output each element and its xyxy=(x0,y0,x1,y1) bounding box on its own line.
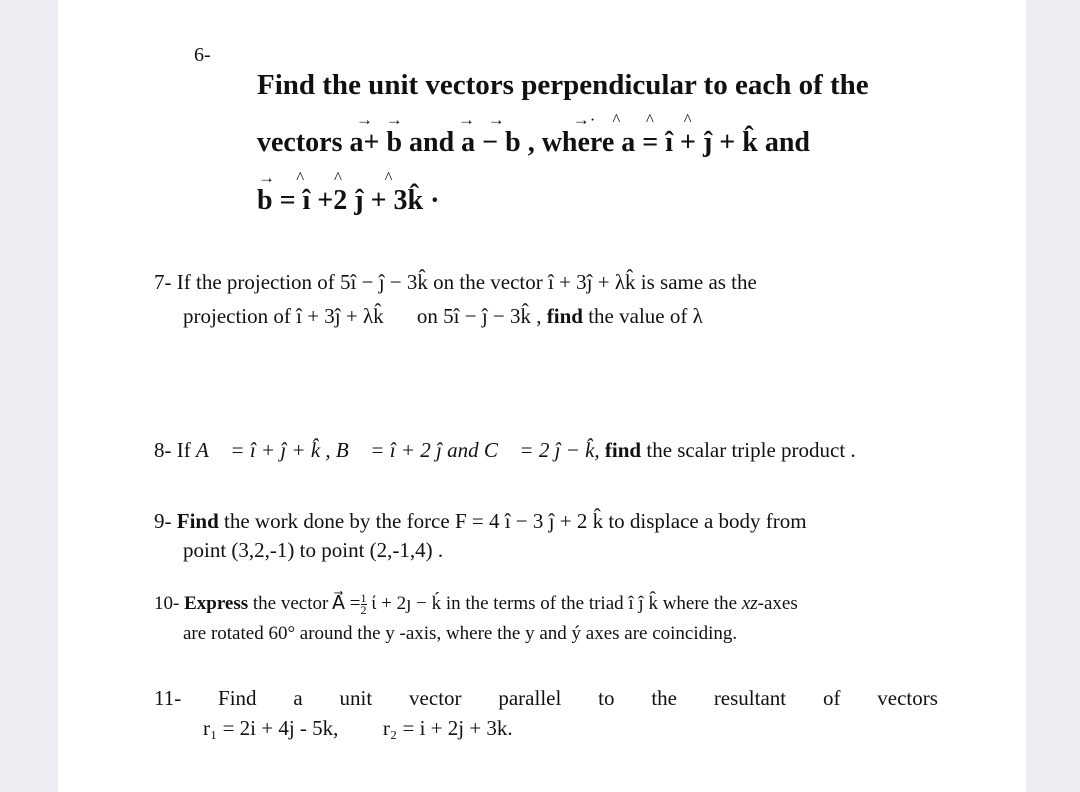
question-8-lead: 8- If xyxy=(154,438,191,462)
question-8-find-keyword: find xyxy=(604,438,642,462)
question-10-xz-label: xz xyxy=(741,593,758,614)
question-10-line-2: are rotated 60° around the y -axis, where the y and ý axes are coinciding. xyxy=(183,623,738,644)
question-11-word: resultant xyxy=(713,686,787,710)
question-6-line-1: Find the unit vectors perpendicular to each of the xyxy=(257,69,869,101)
question-10-line-1 xyxy=(154,592,798,616)
question-7-value-text: the value of λ xyxy=(588,304,703,328)
question-11-word: a xyxy=(293,686,303,710)
vector-arrows-decoration-2: → ^ ^ ^ xyxy=(258,168,393,187)
question-7-on-text: on 5î − ĵ − 3k̂ , xyxy=(416,304,542,328)
question-11-word: the xyxy=(651,686,677,710)
question-10-lead: 10- xyxy=(154,593,180,614)
question-10-axes-label: -axes xyxy=(757,593,798,614)
question-9-lead: 9- xyxy=(154,509,172,533)
question-6-line-3: b = î +2 ĵ + 3k̂ · xyxy=(257,185,440,216)
question-9-find-keyword: Find xyxy=(176,509,219,533)
question-8-expression: A⃗ = î + ĵ + k̂ , B⃗ = î + 2 ĵ and C⃗ = 2 ĵ − k̂, xyxy=(195,438,600,462)
one-half-fraction: $\frac{1}{2}$ xyxy=(360,591,367,618)
question-7-line-1: 7- If the projection of 5î − ĵ − 3k̂ on the vector î + 3ĵ + λk̂ is same as the xyxy=(154,270,757,294)
question-8 xyxy=(154,438,856,463)
question-11-word: unit xyxy=(339,686,373,710)
question-10-vector-text: the vector A⃗ = xyxy=(252,593,361,614)
question-11-word: Find xyxy=(218,686,257,710)
question-7-find-keyword: find xyxy=(546,304,583,328)
question-11-word: vectors xyxy=(877,686,938,710)
question-11-line-2 xyxy=(203,716,513,741)
question-10-triad-text: ί + 2ȷ − ḱ in the terms of the triad î ĵ k̂ where the xyxy=(371,593,738,614)
question-6-number: 6- xyxy=(194,44,211,66)
question-11-word: to xyxy=(598,686,615,710)
question-9-line-1 xyxy=(154,509,807,534)
question-10-express-keyword: Express xyxy=(184,593,249,614)
question-11-word: of xyxy=(822,686,841,710)
question-11-word: 11- xyxy=(154,686,182,710)
question-9-line-2: point (3,2,-1) to point (2,-1,4) . xyxy=(183,538,444,562)
question-8-rest: the scalar triple product . xyxy=(646,438,856,462)
question-11-word: vector xyxy=(409,686,462,710)
question-11-word: parallel xyxy=(498,686,562,710)
question-11-r1: r₁ = 2i + 4j - 5k, xyxy=(203,716,339,740)
question-11-line-1 xyxy=(154,686,938,711)
question-6-line-2: vectors a+ b and a − b , where a = î + ĵ + k̂ and xyxy=(257,127,810,158)
question-11-r2: r₂ = i + 2j + 3k. xyxy=(382,716,513,740)
question-9-line-1-text: the work done by the force F = 4 î − 3 ĵ + 2 k̂ to displace a body from xyxy=(224,509,807,533)
question-7-line-2 xyxy=(183,304,703,329)
vector-arrows-decoration: → → → → →· ^ ^ ^ xyxy=(356,110,692,129)
question-7-projection-text: projection of î + 3ĵ + λk̂ xyxy=(183,304,384,328)
